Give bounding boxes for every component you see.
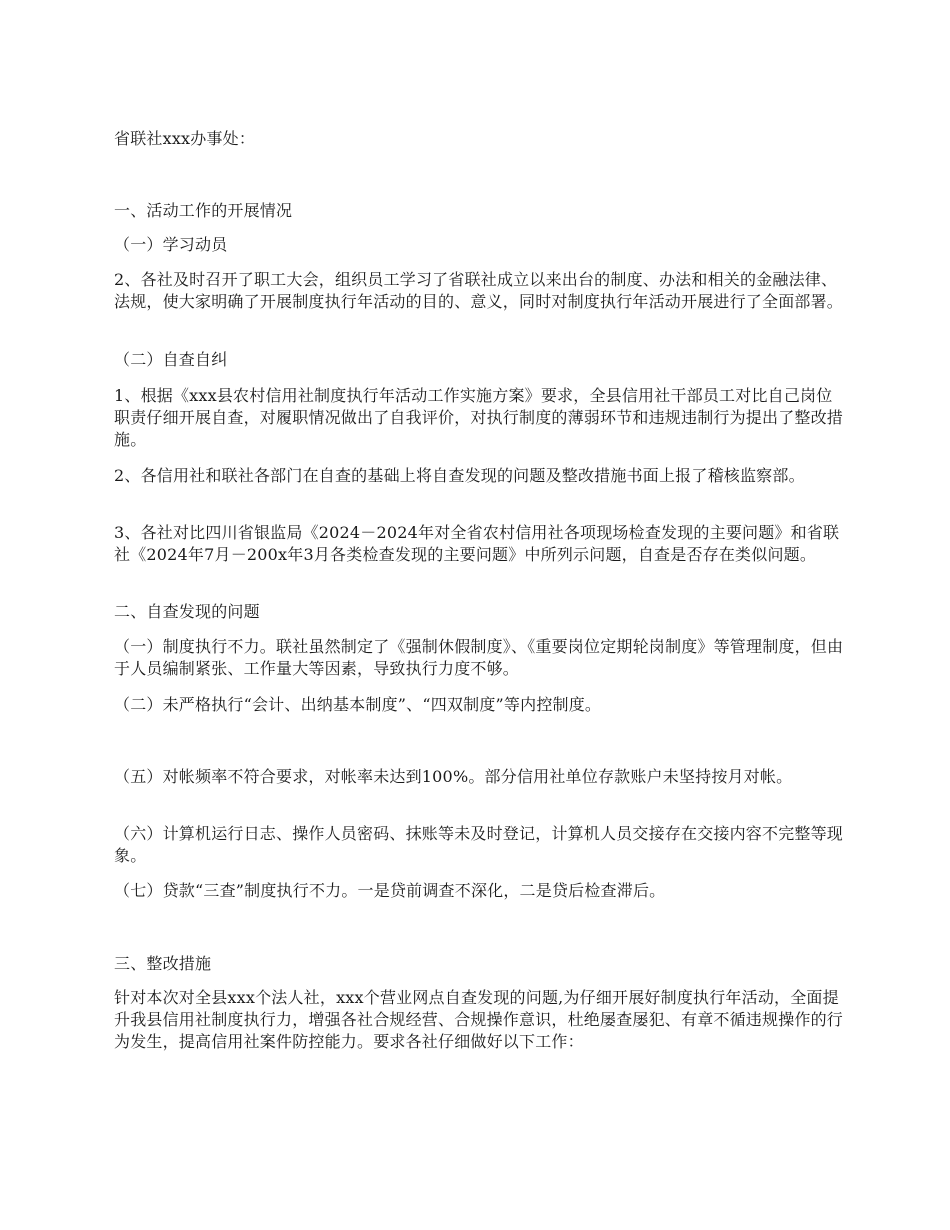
document-page (114, 0, 844, 1230)
paragraph-self-check-2: 2、各信用社和联社各部门在自查的基础上将自查发现的问题及整改措施书面上报了稽核监察部。 (114, 466, 805, 485)
section-heading-activities: 一、活动工作的开展情况 (114, 201, 293, 220)
paragraph-self-check-1: 1、根据《xxx县农村信用社制度执行年活动工作实施方案》要求，全县信用社干部员工对比自己岗位职责仔细开展自查，对履职情况做出了自我评价，对执行制度的薄弱环节和违规违制行为提出了整改措施。 (114, 386, 844, 449)
paragraph-issue-5: （五）对帐频率不符合要求，对帐率未达到100%。部分信用社单位存款账户未坚持按月对帐。 (114, 767, 793, 786)
paragraph-measures: 针对本次对全县xxx个法人社，xxx个营业网点自查发现的问题,为仔细开展好制度执行年活动，全面提升我县信用社制度执行力，增强各社合规经营、合规操作意识，杜绝屡查屡犯、有章不循违规操作的行为发生，提高信用社案件防控能力。要求各社仔细做好以下工作： (114, 988, 844, 1051)
paragraph-issue-2: （二）未严格执行“会计、出纳基本制度”、“四双制度”等内控制度。 (114, 695, 602, 714)
paragraph-study-meeting: 2、各社及时召开了职工大会，组织员工学习了省联社成立以来出台的制度、办法和相关的金融法律、法规，使大家明确了开展制度执行年活动的目的、意义，同时对制度执行年活动开展进行了全面部署。 (114, 270, 844, 311)
salutation: 省联社xxx办事处： (114, 129, 256, 148)
section-heading-measures: 三、整改措施 (114, 954, 212, 973)
paragraph-issue-7: （七）贷款“三查”制度执行不力。一是贷前调查不深化，二是贷后检查滞后。 (114, 881, 666, 900)
subsection-heading-self-check: （二）自查自纠 (114, 350, 228, 369)
paragraph-self-check-3: 3、各社对比四川省银监局《2024－2024年对全省农村信用社各项现场检查发现的主要问题》和省联社《2024年7月－200x年3月各类检查发现的主要问题》中所列示问题，自查是否存在类似问题。 (114, 523, 840, 564)
paragraph-issue-1: （一）制度执行不力。联社虽然制定了《强制休假制度》、《重要岗位定期轮岗制度》等管理制度，但由于人员编制紧张、工作量大等因素，导致执行力度不够。 (114, 637, 844, 678)
paragraph-issue-6: （六）计算机运行日志、操作人员密码、抹账等未及时登记，计算机人员交接存在交接内容不完整等现象。 (114, 824, 844, 865)
section-heading-issues: 二、自查发现的问题 (114, 602, 260, 621)
subsection-heading-study: （一）学习动员 (114, 235, 228, 254)
